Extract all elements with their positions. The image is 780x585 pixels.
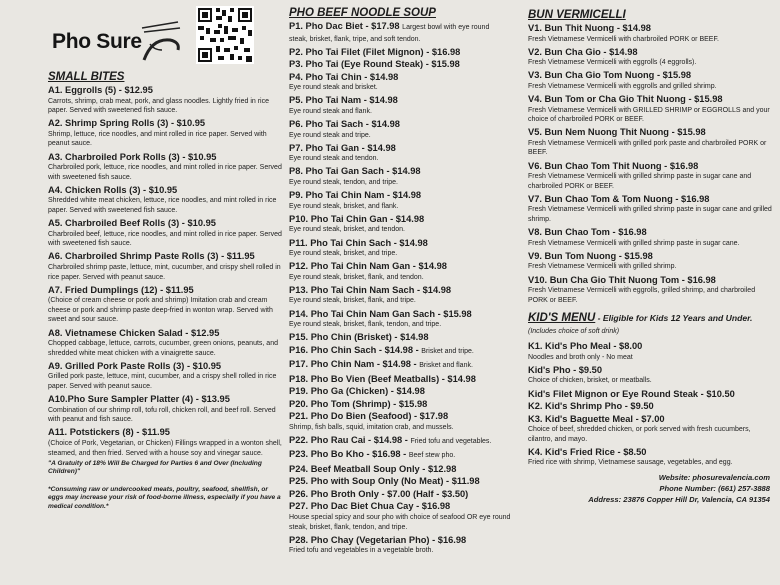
menu-item — [289, 308, 521, 330]
menu-item-inline-desc: Fried tofu and vegetables. — [410, 437, 492, 445]
menu-item-name — [528, 400, 774, 413]
kids-eligibility: - Eligible for Kids 12 Years and Under. — [595, 313, 753, 324]
menu-item-desc: Charbroiled beef, lettuce, rice noodles, and mint rolled in rice paper. Served with sweetened fish sauce. — [48, 230, 282, 248]
section-title-kids: KID'S MENU — [528, 312, 596, 325]
menu-item — [528, 364, 774, 386]
right-column — [528, 8, 774, 505]
menu-item-title: V8. Bun Chao Tom - $16.98 — [528, 227, 647, 238]
menu-item-name — [528, 413, 774, 426]
menu-item — [289, 142, 521, 164]
menu-item-name — [289, 344, 521, 359]
kids-header — [528, 308, 774, 326]
menu-item-name — [289, 165, 521, 178]
menu-item-name — [289, 488, 521, 501]
menu-item-inline-desc: Brisket and tripe. — [421, 347, 474, 355]
menu-item-name — [528, 46, 774, 59]
menu-item — [48, 184, 284, 216]
menu-item-name — [48, 360, 284, 373]
menu-item-title: P11. Pho Tai Chin Sach - $14.98 — [289, 237, 428, 248]
menu-item-desc: Fresh Vietnamese Vermicelli with grilled shrimp paste in sugar cane and grilled shrimp. — [528, 206, 772, 223]
menu-item — [528, 250, 774, 272]
menu-item-title: K4. Kid's Fried Rice - $8.50 — [528, 446, 647, 457]
menu-item-name — [289, 434, 521, 449]
menu-item — [48, 217, 284, 249]
menu-item-name — [48, 327, 284, 340]
brand-logo-text: Pho Sure — [52, 30, 142, 53]
menu-item — [289, 165, 521, 187]
section-title-small-bites: SMALL BITES — [48, 71, 125, 83]
menu-item-name — [528, 93, 774, 106]
menu-item-desc: Chopped cabbage, lettuce, carrots, cucumber, green onions, peanuts, and shredded white meat chicken with a vinaigrette sauce. — [48, 340, 278, 357]
menu-item-title: A6. Charbroiled Shrimp Paste Rolls (3) - $11.95 — [48, 251, 255, 262]
menu-item-title: V2. Bun Cha Gio - $14.98 — [528, 46, 638, 57]
menu-item-title: P9. Pho Tai Chin Nam - $14.98 — [289, 190, 422, 201]
menu-item — [528, 22, 774, 44]
menu-item-title: V4. Bun Tom or Cha Gio Thit Nuong - $15.98 — [528, 94, 723, 105]
menu-item-title: A10.Pho Sure Sampler Platter (4) - $13.95 — [48, 394, 230, 405]
menu-item-name — [289, 463, 521, 476]
menu-item-title: A3. Charbroiled Pork Rolls (3) - $10.95 — [48, 151, 217, 162]
menu-item — [289, 260, 521, 282]
menu-item-title: V9. Bun Tom Nuong - $15.98 — [528, 250, 653, 261]
menu-item — [528, 126, 774, 158]
menu-item-title: A11. Potstickers (8) - $11.95 — [48, 427, 170, 438]
menu-item — [289, 500, 521, 532]
menu-item-name — [289, 260, 521, 273]
menu-item-name — [289, 475, 521, 488]
menu-item-name — [528, 69, 774, 82]
pho-list — [289, 20, 521, 556]
menu-item-desc: Eye round steak, brisket, and tripe. — [289, 250, 398, 257]
menu-item-name — [528, 250, 774, 263]
menu-item-title: V1. Bun Thit Nuong - $14.98 — [528, 23, 651, 33]
menu-item — [289, 20, 521, 44]
menu-item — [48, 151, 284, 183]
menu-item-name — [528, 446, 774, 459]
menu-item-desc: Fried rice with shrimp, Vietnamese sausage, vegetables, and egg. — [528, 459, 733, 467]
menu-item-title: P1. Pho Dac Biet - $17.98 — [289, 21, 400, 31]
menu-item — [289, 331, 521, 344]
menu-item — [289, 189, 521, 211]
menu-item-title: P8. Pho Tai Gan Sach - $14.98 — [289, 166, 421, 177]
menu-item-desc: Choice of chicken, brisket, or meatballs. — [528, 377, 652, 385]
menu-item — [48, 360, 284, 392]
menu-item-name — [289, 46, 521, 59]
menu-item-desc: (Choice of Pork, Vegetarian, or Chicken) Fillings wrapped in a wonton shell, steamed, and then fried. Served with a house soy and vinegar sauce. — [48, 439, 282, 457]
menu-item-desc: Eye round steak, brisket, flank, and tripe. — [289, 297, 416, 305]
menu-item-name — [528, 388, 774, 401]
menu-item-title: P5. Pho Tai Nam - $14.98 — [289, 95, 398, 106]
menu-item-desc: (Choice of cream cheese or pork and shrimp) Imitation crab and cream cheese or pork and shrimp paste deep-fried in wonton wrap. Served with sweet and sour sauce. — [48, 297, 273, 324]
menu-item — [289, 475, 521, 488]
menu-item-title: Kid's Filet Mignon or Eye Round Steak - $10.50 — [528, 388, 735, 399]
menu-item-inline-desc: Largest bowl with eye round — [402, 24, 490, 31]
menu-item-title: A1. Eggrolls (5) - $12.95 — [48, 85, 153, 95]
middle-column — [289, 6, 521, 557]
menu-item-title: P14. Pho Tai Chin Nam Gan Sach - $15.98 — [289, 308, 472, 319]
menu-item-desc: Shredded white meat chicken, lettuce, rice noodles, and mint rolled in rice paper. Served with sweetened fish sauce. — [48, 197, 277, 214]
menu-item-title: V10. Bun Cha Gio Thit Nuong Tom - $16.98 — [528, 274, 716, 285]
menu-item-desc: Fresh Vietnamese Vermicelli with eggrolls and grilled shrimp. — [528, 82, 717, 90]
menu-item — [289, 373, 521, 386]
menu-item-desc: Fresh Vietnamese Vermicelli with grilled shrimp. — [528, 263, 677, 271]
menu-item — [289, 463, 521, 476]
menu-item — [528, 388, 774, 401]
menu-item-name — [289, 237, 521, 250]
menu-item-name — [48, 217, 284, 230]
menu-item-title: A4. Chicken Rolls (3) - $10.95 — [48, 184, 178, 195]
menu-item — [48, 250, 284, 282]
menu-item-desc: Eye round steak, brisket, and flank. — [289, 202, 399, 210]
menu-item-desc: Fresh Vietnamese Vermicelli with grilled shrimp paste in sugar cane. — [528, 239, 740, 247]
menu-item-name — [48, 151, 284, 164]
menu-item-title: A8. Vietnamese Chicken Salad - $12.95 — [48, 327, 220, 338]
footer-phone[interactable]: Phone Number: (661) 257-3888 — [659, 484, 770, 493]
menu-item-title: A5. Charbroiled Beef Rolls (3) - $10.95 — [48, 218, 216, 229]
menu-item-name — [528, 193, 774, 206]
menu-item — [289, 410, 521, 432]
menu-item-title: P23. Pho Bo Kho - $16.98 - — [289, 449, 407, 460]
menu-item — [289, 434, 521, 449]
menu-item-name — [289, 500, 521, 513]
menu-item-desc: Fried tofu and vegetables in a vegetable broth. — [289, 547, 434, 555]
menu-item-desc: Fresh Vietnamese Vermicelli with eggrolls, grilled shrimp, and charbroiled PORK or BEEF. — [528, 287, 756, 304]
menu-item — [528, 226, 774, 248]
menu-item-desc: Fresh Vietnamese Vermicelli with grilled pork paste and charbroiled PORK or BEEF. — [528, 139, 767, 157]
menu-item-desc: Eye round steak and tendon. — [289, 155, 379, 163]
menu-item — [528, 160, 774, 192]
menu-item-title: V6. Bun Chao Tom Thit Nuong - $16.98 — [528, 160, 699, 171]
menu-item — [528, 340, 774, 362]
pho-bowl-icon — [138, 20, 184, 66]
menu-item-name — [289, 71, 521, 84]
menu-item-name — [289, 284, 521, 297]
menu-item-title: K3. Kid's Baguette Meal - $7.00 — [528, 413, 665, 424]
menu-item-name — [289, 398, 521, 411]
menu-item-desc: Fresh Vietnamese Vermicelli with eggrolls (4 eggrolls). — [528, 59, 697, 67]
menu-item-title: P4. Pho Tai Chin - $14.98 — [289, 71, 399, 82]
menu-item-title: P27. Pho Dac Biet Chua Cay - $16.98 — [289, 501, 451, 512]
menu-item-title: V5. Bun Nem Nuong Thit Nuong - $15.98 — [528, 127, 706, 138]
menu-item-desc: Choice of beef, shredded chicken, or pork served with fresh cucumbers, cilantro, and mayo. — [528, 426, 751, 443]
menu-item-name — [289, 20, 521, 35]
menu-item-name — [289, 308, 521, 321]
menu-item — [289, 358, 521, 373]
menu-item-title: P24. Beef Meatball Soup Only - $12.98 — [289, 463, 457, 474]
menu-item-desc: Fresh Vietnamese Vermicelli with grilled shrimp paste in sugar cane and charbroiled PORK or BEEF. — [528, 173, 752, 190]
menu-item — [528, 46, 774, 68]
menu-item — [289, 534, 521, 556]
menu-item — [528, 193, 774, 225]
menu-item-desc: Fresh Vietnamese Vermicelli with charbroiled PORK or BEEF. — [528, 35, 719, 43]
menu-item-name — [289, 189, 521, 202]
menu-item-name — [289, 534, 521, 547]
menu-item — [289, 448, 521, 463]
menu-item-title: K2. Kid's Shrimp Pho - $9.50 — [528, 401, 654, 412]
menu-item — [48, 117, 284, 149]
menu-item-title: P15. Pho Chin (Brisket) - $14.98 — [289, 332, 429, 343]
menu-item-title: A2. Shrimp Spring Rolls (3) - $10.95 — [48, 118, 206, 129]
menu-item-name — [289, 142, 521, 155]
menu-item-name — [528, 126, 774, 139]
gratuity-note: "A Gratuity of 18% Will Be Charged for Parties 6 and Over (Including Children)" — [48, 459, 262, 476]
section-title-bun: BUN VERMICELLI — [528, 9, 626, 21]
menu-item-desc: Charbroiled pork, lettuce, rice noodles, and mint rolled in rice paper. Served with sweetened fish sauce. — [48, 164, 282, 181]
menu-item-name — [528, 226, 774, 239]
menu-item-name — [289, 94, 521, 107]
menu-item-desc: Shrimp, fish balls, squid, imitation crab, and mussels. — [289, 423, 454, 431]
menu-item-name — [289, 331, 521, 344]
footer-address: Address: 23876 Copper Hill Dr, Valencia, CA 91354 — [588, 495, 770, 504]
menu-item — [528, 446, 774, 468]
menu-item-name — [48, 250, 284, 263]
menu-item-title: P18. Pho Bo Vien (Beef Meatballs) - $14.98 — [289, 373, 476, 384]
menu-item-desc: Eye round steak, brisket, flank, and tendon. — [289, 273, 424, 281]
menu-item — [48, 426, 284, 458]
menu-item-desc: Noodles and broth only - No meat — [528, 353, 633, 361]
menu-item — [289, 213, 521, 235]
menu-item-desc: House special spicy and sour pho with choice of seafood OR eye round steak, brisket, flank, tendon, and tripe. — [289, 513, 511, 531]
menu-item-name — [289, 358, 521, 373]
menu-item — [528, 93, 774, 125]
menu-item — [289, 118, 521, 140]
menu-item — [289, 284, 521, 306]
menu-item-name — [528, 160, 774, 173]
menu-item — [289, 71, 521, 93]
menu-item-name — [48, 184, 284, 197]
menu-item-title: V3. Bun Cha Gio Tom Nuong - $15.98 — [528, 70, 692, 81]
menu-item-title: P6. Pho Tai Sach - $14.98 — [289, 119, 400, 130]
menu-item-name — [48, 284, 284, 297]
footer — [528, 472, 774, 505]
menu-item-title: P17. Pho Chin Nam - $14.98 - — [289, 359, 417, 370]
menu-item-name — [289, 373, 521, 386]
menu-item-inline-desc: Beef stew pho. — [408, 452, 456, 460]
menu-item-inline-desc: Brisket and flank. — [419, 362, 473, 370]
menu-item — [528, 413, 774, 445]
menu-item-title: P22. Pho Rau Cai - $14.98 - — [289, 434, 408, 445]
menu-item-title: P16. Pho Chin Sach - $14.98 - — [289, 344, 419, 355]
menu-item-title: Kid's Pho - $9.50 — [528, 364, 603, 375]
bun-list — [528, 22, 774, 305]
small-bites-list — [48, 84, 284, 458]
kids-subnote: (Includes choice of soft drink) — [528, 328, 620, 336]
menu-item-title: A9. Grilled Pork Paste Rolls (3) - $10.95 — [48, 360, 222, 371]
menu-item — [289, 46, 521, 59]
menu-item-title: P7. Pho Tai Gan - $14.98 — [289, 142, 396, 153]
menu-item — [48, 327, 284, 359]
menu-item-name — [289, 213, 521, 226]
menu-item-title: P2. Pho Tai Filet (Filet Mignon) - $16.98 — [289, 46, 461, 57]
menu-item-name — [528, 340, 774, 353]
qr-code-icon[interactable] — [196, 6, 254, 64]
menu-item-desc: Eye round steak, brisket, and tendon. — [289, 226, 405, 234]
consumer-advisory-note: *Consuming raw or undercooked meats, poultry, seafood, shellfish, or eggs may increase your risk of food-borne illness, especially if you have a medical condition.* — [48, 485, 281, 511]
menu-item-title: P28. Pho Chay (Vegetarian Pho) - $16.98 — [289, 534, 467, 545]
menu-item-desc: Fresh Vietnamese Vermicelli with GRILLED SHRIMP or EGGROLLS and your choice of charbroiled PORK or BEEF. — [528, 106, 770, 124]
menu-item-desc: Eye round steak and flank. — [289, 107, 372, 115]
menu-item — [289, 58, 521, 71]
menu-item-desc: Eye round steak and brisket. — [289, 84, 378, 92]
menu-item — [289, 237, 521, 259]
menu-item-name — [289, 385, 521, 398]
menu-item — [48, 84, 284, 116]
menu-item-desc: Combination of our shrimp roll, tofu roll, chicken roll, and beef roll. Served with peanut and fish sauce. — [48, 406, 276, 424]
menu-item-title: P3. Pho Tai (Eye Round Steak) - $15.98 — [289, 59, 460, 70]
menu-item-title: P12. Pho Tai Chin Nam Gan - $14.98 — [289, 261, 447, 272]
menu-item-title: P13. Pho Tai Chin Nam Sach - $14.98 — [289, 284, 452, 295]
menu-item-desc: Carrots, shrimp, crab meat, pork, and glass noodles. Lightly fried in rice paper. Served with sweetened fish sauce. — [48, 97, 269, 115]
menu-item-name — [48, 426, 284, 439]
menu-item-title: P19. Pho Ga (Chicken) - $14.98 — [289, 386, 425, 397]
menu-item — [289, 488, 521, 501]
menu-item-desc: steak, brisket, flank, tripe, and soft tendon. — [289, 35, 421, 43]
menu-item-title: P26. Pho Broth Only - $7.00 (Half - $3.50) — [289, 488, 469, 499]
menu-item-name — [48, 393, 284, 406]
menu-item-name — [289, 410, 521, 423]
menu-item-desc: Eye round steak, tendon, and tripe. — [289, 178, 398, 186]
footer-website[interactable]: Website: phosurevalencia.com — [658, 473, 770, 482]
menu-item-desc: Shrimp, lettuce, rice noodles, and mint rolled in rice paper. Served with peanut sauce. — [48, 130, 267, 148]
menu-item-desc: Grilled pork paste, lettuce, mint, cucumber, and a crispy shell rolled in rice paper. Served with peanut sauce. — [48, 373, 277, 390]
menu-item-title: P25. Pho with Soup Only (No Meat) - $11.98 — [289, 476, 480, 487]
menu-item-desc: Eye round steak and tripe. — [289, 131, 371, 139]
menu-item — [528, 69, 774, 91]
menu-item — [48, 393, 284, 425]
menu-item-name — [48, 117, 284, 130]
menu-item-title: P20. Pho Tom (Shrimp) - $15.98 — [289, 398, 428, 409]
menu-item-title: K1. Kid's Pho Meal - $8.00 — [528, 341, 643, 352]
menu-item — [289, 94, 521, 116]
menu-item-name — [528, 364, 774, 377]
menu-item-title: V7. Bun Chao Tom & Tom Nuong - $16.98 — [528, 193, 710, 204]
menu-item — [289, 344, 521, 359]
menu-item-title: A7. Fried Dumplings (12) - $11.95 — [48, 284, 194, 295]
menu-item-name — [528, 22, 774, 35]
section-title-pho: PHO BEEF NOODLE SOUP — [289, 7, 436, 19]
menu-item — [289, 385, 521, 398]
menu-item-desc: Charbroiled shrimp paste, lettuce, mint, cucumber, and crispy shell rolled in rice paper. Served with peanut sauce. — [48, 263, 281, 281]
kids-list — [528, 340, 774, 468]
menu-item — [48, 284, 284, 325]
menu-item-title: P10. Pho Tai Chin Gan - $14.98 — [289, 213, 425, 224]
menu-item — [528, 274, 774, 306]
menu-item-desc: Eye round steak, brisket, flank, tendon, and tripe. — [289, 321, 442, 329]
menu-item — [289, 398, 521, 411]
menu-item-title: P21. Pho Do Bien (Seafood) - $17.98 — [289, 411, 449, 422]
menu-item-name — [289, 448, 521, 463]
left-column — [48, 0, 284, 512]
logo-area — [48, 0, 284, 70]
menu-item-name — [48, 84, 284, 97]
menu-item — [528, 400, 774, 413]
menu-item-name — [528, 274, 774, 287]
menu-item-name — [289, 58, 521, 71]
menu-item-name — [289, 118, 521, 131]
